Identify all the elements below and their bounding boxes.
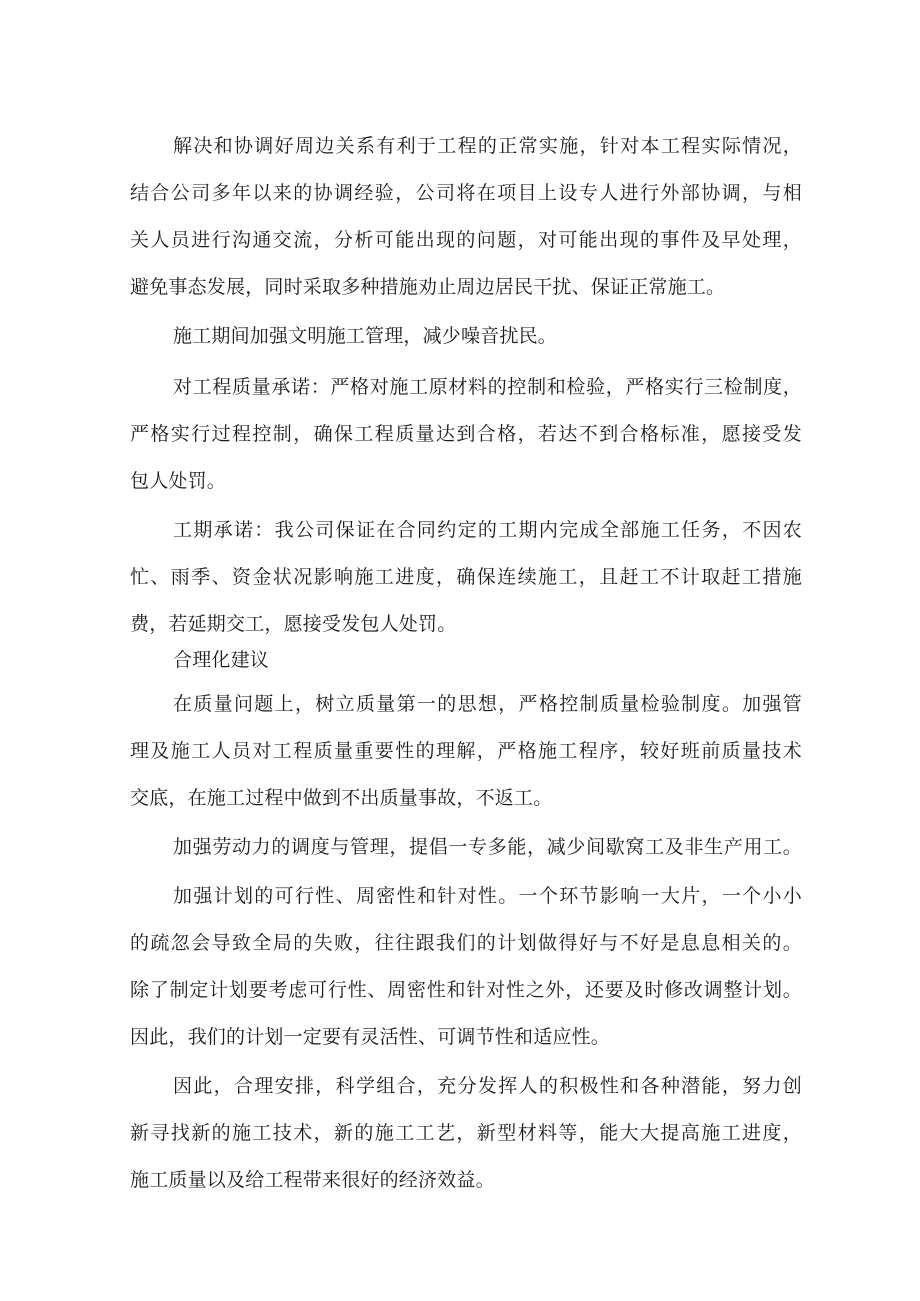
paragraph-7-line-1: 加强劳动力的调度与管理，提倡一专多能，减少间歇窝工及非生产用工。: [173, 836, 802, 858]
paragraph-6-line-2: 理及施工人员对工程质量重要性的理解，严格施工程序，较好班前质量技术: [130, 740, 802, 762]
paragraph-6-line-1: 在质量问题上，树立质量第一的思想，严格控制质量检验制度。加强管: [173, 693, 802, 715]
paragraph-3-line-2: 严格实行过程控制，确保工程质量达到合格，若达不到合格标准，愿接受发: [130, 423, 802, 445]
paragraph-9-line-1: 因此，合理安排，科学组合，充分发挥人的积极性和各种潜能，努力创: [173, 1075, 802, 1097]
paragraph-4-line-1: 工期承诺：我公司保证在合同约定的工期内完成全部施工任务，不因农: [173, 519, 802, 541]
paragraph-3-line-1: 对工程质量承诺：严格对施工原材料的控制和检验，严格实行三检制度，: [173, 376, 802, 398]
paragraph-1-line-1: 解决和协调好周边关系有利于工程的正常实施，针对本工程实际情况，: [173, 135, 802, 157]
paragraph-4-line-2: 忙、雨季、资金状况影响施工进度，确保连续施工，且赶工不计取赶工措施: [130, 566, 802, 588]
paragraph-8-line-1: 加强计划的可行性、周密性和针对性。一个环节影响一大片，一个小小: [173, 885, 802, 907]
paragraph-9-line-2: 新寻找新的施工技术，新的施工工艺，新型材料等，能大大提高施工进度，: [130, 1122, 802, 1144]
paragraph-3-line-3: 包人处罚。: [130, 470, 227, 492]
paragraph-1-line-2: 结合公司多年以来的协调经验，公司将在项目上设专人进行外部协调，与相: [130, 182, 802, 204]
paragraph-1-line-4: 避免事态发展，同时采取多种措施劝止周边居民干扰、保证正常施工。: [130, 276, 726, 298]
paragraph-9-line-3: 施工质量以及给工程带来很好的经济效益。: [130, 1169, 495, 1191]
paragraph-4-line-3: 费，若延期交工，愿接受发包人处罚。: [130, 613, 457, 635]
paragraph-2-line-1: 施工期间加强文明施工管理，减少噪音扰民。: [173, 325, 558, 347]
section-heading: 合理化建议: [173, 649, 270, 671]
paragraph-1-line-3: 关人员进行沟通交流，分析可能出现的问题，对可能出现的事件及早处理，: [130, 229, 802, 251]
paragraph-8-line-3: 除了制定计划要考虑可行性、周密性和针对性之外，还要及时修改调整计划。: [130, 979, 802, 1001]
paragraph-6-line-3: 交底，在施工过程中做到不出质量事故，不返工。: [130, 787, 553, 809]
paragraph-8-line-2: 的疏忽会导致全局的失败，往往跟我们的计划做得好与不好是息息相关的。: [130, 932, 802, 954]
paragraph-8-line-4: 因此，我们的计划一定要有灵活性、可调节性和适应性。: [130, 1026, 611, 1048]
